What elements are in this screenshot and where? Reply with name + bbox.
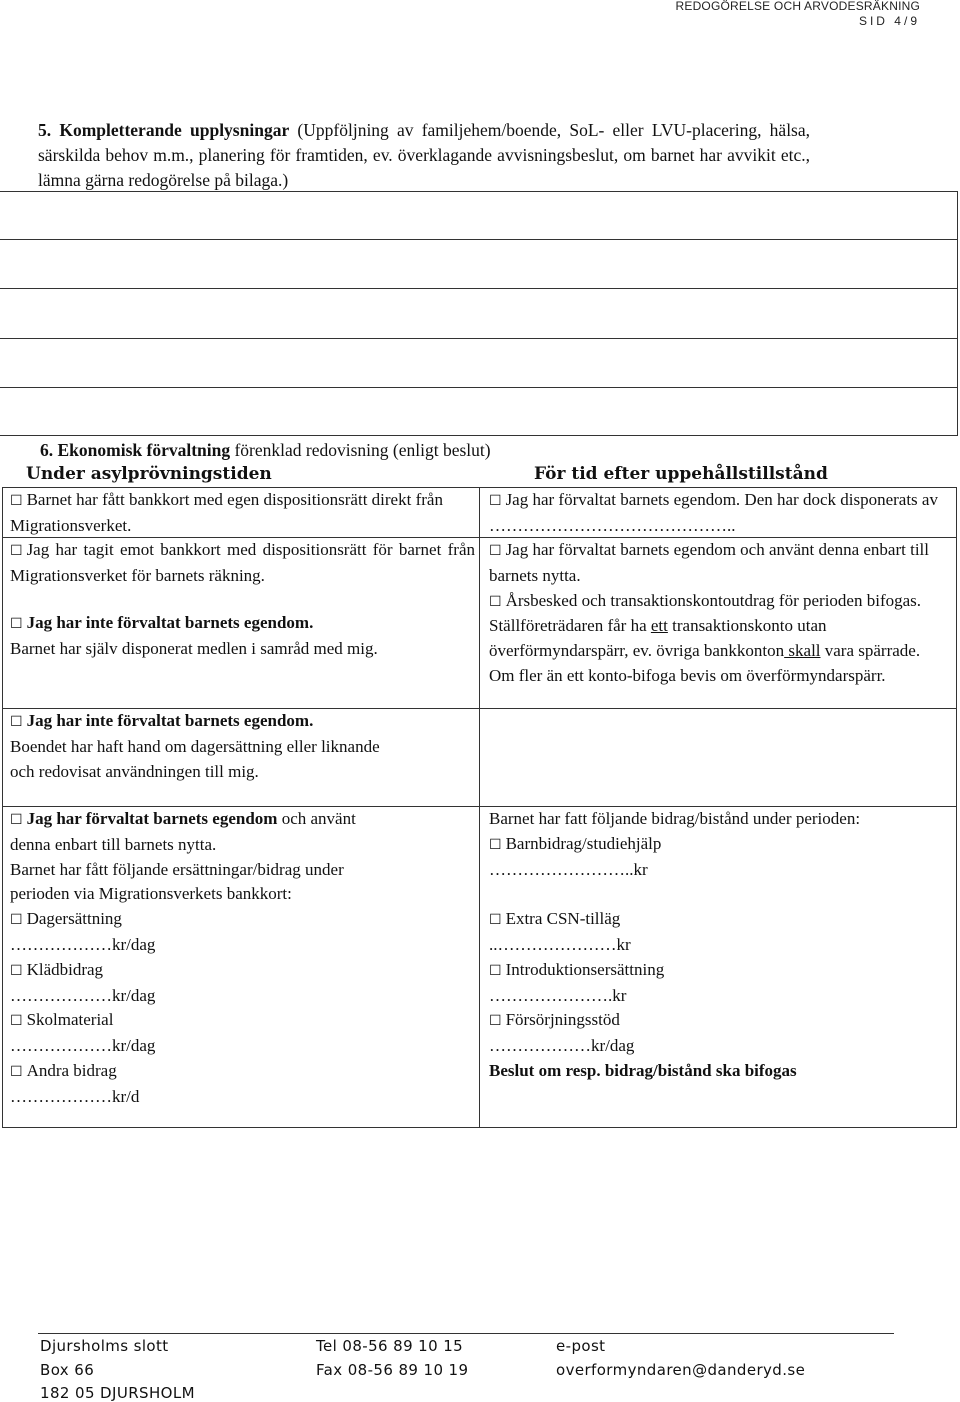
checkbox-icon[interactable]: ☐ — [489, 593, 502, 610]
text-box-line — [0, 239, 958, 240]
checkbox-icon[interactable]: ☐ — [10, 1063, 23, 1080]
checkbox-icon[interactable]: ☐ — [489, 836, 502, 853]
checkbox-icon[interactable]: ☐ — [489, 1013, 502, 1030]
option-arsbesked: Årsbesked och transaktionskontoutdrag för perioden bifogas. — [505, 590, 922, 610]
footer-address-3: 182 05 DJURSHOLM — [40, 1384, 195, 1402]
checkbox-icon[interactable]: ☐ — [489, 962, 502, 979]
list-item: ☐ Dagersättning — [10, 909, 122, 929]
footer-email-label: e-post — [556, 1337, 606, 1355]
amount-field[interactable]: ………………kr/d — [10, 1086, 140, 1106]
footer-phone: Tel 08-56 89 10 15 — [316, 1337, 464, 1355]
right-column-header: För tid efter uppehållstillstånd — [534, 464, 828, 484]
table-bottom-line — [2, 1127, 957, 1128]
checkbox-icon[interactable]: ☐ — [10, 714, 23, 730]
checkbox-icon[interactable]: ☐ — [10, 543, 23, 559]
left-cell-3 — [10, 611, 400, 662]
bifogas-note: Beslut om resp. bidrag/bistånd ska bifogas — [489, 1060, 797, 1080]
option-forvaltat-nytta: Jag har förvaltat barnets egendom och använt denna enbart till barnets nytta. — [489, 540, 929, 585]
section-5-text-box[interactable] — [0, 191, 958, 436]
left-cell-5 — [10, 807, 390, 1110]
left-column-header: Under asylprövningstiden — [26, 464, 272, 484]
checkbox-icon[interactable]: ☐ — [10, 962, 23, 979]
checkbox-icon[interactable]: ☐ — [10, 493, 23, 509]
list-item: ☐ Introduktionsersättning — [489, 959, 665, 979]
option-inte-forvaltat-1: Jag har inte förvaltat barnets egendom. — [26, 613, 314, 632]
right-benefits-list — [489, 832, 949, 1059]
footer-email[interactable]: overformyndaren@danderyd.se — [556, 1361, 806, 1379]
left-benefits-list — [10, 907, 390, 1109]
page-number: SID 4/9 — [858, 14, 920, 28]
amount-field[interactable]: ………………kr/dag — [10, 1036, 156, 1056]
underlined-ett: ett — [650, 616, 668, 636]
option-inte-forvaltat-1-text: Barnet har själv disponerat medlen i samråd med mig. — [10, 638, 378, 658]
list-item: ☐ Barnbidrag/studiehjälp — [489, 833, 662, 853]
footer-divider — [38, 1333, 894, 1334]
checkbox-icon[interactable]: ☐ — [489, 493, 502, 509]
checkbox-icon[interactable]: ☐ — [10, 1013, 23, 1030]
amount-field[interactable]: ………………kr/dag — [10, 934, 156, 954]
option-forvaltat-text: och använt denna enbart till barnets nytta. — [10, 809, 356, 854]
left-cell-2 — [10, 538, 475, 589]
footer-address-2: Box 66 — [40, 1361, 95, 1379]
amount-field[interactable]: ………………kr/dag — [10, 985, 156, 1005]
checkbox-icon[interactable]: ☐ — [10, 812, 23, 828]
amount-field[interactable]: ………………kr/dag — [489, 1036, 635, 1056]
section-5-number: 5. — [38, 120, 52, 140]
checkbox-icon[interactable]: ☐ — [489, 543, 502, 559]
section-5-text: (Uppföljning av familjehem/boende, SoL- eller LVU-placering, hälsa, särskilda behov m.m., planering för framtiden, ev. överklagande avvisningsbeslut, om barnet har avvikit etc., lämna gärna redogörelse på bilaga.) — [38, 120, 811, 190]
section-5-heading — [38, 118, 810, 193]
disponerats-field[interactable]: …………………………………….. — [489, 515, 736, 535]
section-6-subtitle: förenklad redovisning (enligt beslut) — [234, 440, 491, 460]
right-benefits-intro: Barnet har fatt följande bidrag/bistånd under perioden: — [489, 809, 861, 828]
table-border-left — [2, 487, 3, 1127]
list-item: ☐ Försörjningsstöd — [489, 1010, 620, 1030]
option-inte-forvaltat-2-text: Boendet har haft hand om dagersättning eller liknande och redovisat användningen till mig. — [10, 736, 380, 781]
table-border-right — [956, 487, 957, 1127]
checkbox-icon[interactable]: ☐ — [10, 616, 23, 632]
section-5-title: Kompletterande upplysningar — [59, 120, 290, 140]
list-item: ☐ Andra bidrag — [10, 1060, 117, 1080]
right-cell-2: ☐ Jag har förvaltat barnets egendom och använt denna enbart till barnets nytta. ☐ Årsbesked och transaktionskontoutdrag för perioden bifogas. Ställföreträdaren får ha ett transaktionskonto utan överförmyndarspärr, ev. övriga bankkonton skall vara spärrade. Om fler än ett konto-bifoga bevis om överförmyndarspärr. — [489, 540, 929, 685]
amount-field[interactable]: ..…………………kr — [489, 934, 631, 954]
left-cell-1 — [10, 488, 475, 539]
section-6-number: 6. — [40, 440, 54, 460]
text-box-line — [0, 338, 958, 339]
list-item: ☐ Extra CSN-tilläg — [489, 909, 621, 929]
amount-field[interactable]: ………………….kr — [489, 985, 627, 1005]
footer-fax: Fax 08-56 89 10 19 — [316, 1361, 469, 1379]
right-cell-1 — [489, 488, 949, 539]
amount-field[interactable]: ……………………..kr — [489, 859, 648, 879]
option-inte-forvaltat-2: Jag har inte förvaltat barnets egendom. — [26, 711, 314, 730]
checkbox-icon[interactable]: ☐ — [489, 912, 502, 929]
list-item: ☐ Klädbidrag — [10, 959, 104, 979]
text-box-line — [0, 387, 958, 388]
section-6-title: Ekonomisk förvaltning — [57, 440, 231, 460]
option-bankkort-emot: Jag har tagit emot bankkort med dispositionsrätt för barnet från Migrationsverket för barnets räkning. — [10, 540, 475, 585]
checkbox-icon[interactable]: ☐ — [10, 912, 23, 929]
option-forvaltat-disponerats: Jag har förvaltat barnets egendom. Den har dock disponerats av — [505, 490, 938, 509]
option-forvaltat: Jag har förvaltat barnets egendom — [26, 809, 278, 828]
footer-address-1: Djursholms slott — [40, 1337, 169, 1355]
option-bankkort-egen: Barnet har fått bankkort med egen dispositionsrätt direkt från Migrationsverket. — [10, 490, 443, 535]
document-title: REDOGÖRELSE OCH ARVODESRÄKNING — [675, 0, 920, 13]
left-cell-4 — [10, 709, 380, 784]
text-box-line — [0, 288, 958, 289]
underlined-skall: skall — [784, 641, 821, 661]
section-6-heading — [40, 440, 491, 461]
list-item: ☐ Skolmaterial — [10, 1010, 114, 1030]
table-divider — [479, 487, 480, 1127]
left-benefits-intro: Barnet har fått följande ersättningar/bidrag under perioden via Migrationsverkets bankkort: — [10, 859, 344, 904]
right-cell-5 — [489, 807, 949, 1084]
